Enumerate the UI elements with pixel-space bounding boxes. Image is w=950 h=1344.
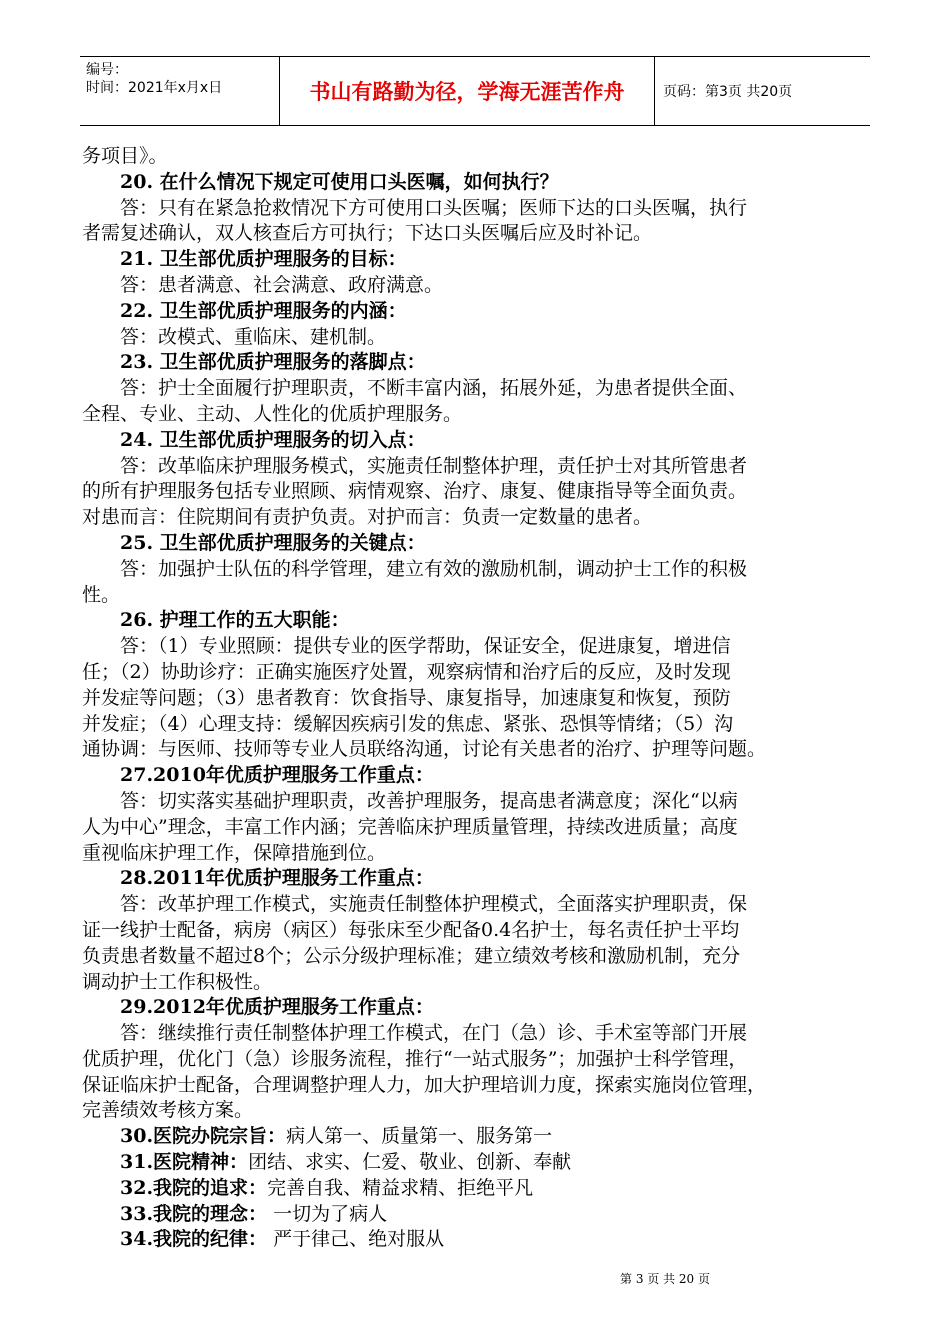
answer-line: 保证临床护士配备，合理调整护理人力，加大护理培训力度，探索实施岗位管理， (82, 1073, 767, 1096)
number-label: 编号： (86, 62, 128, 78)
text-line: 务项目》。 (82, 145, 168, 167)
answer-line: 答：继续推行责任制整体护理工作模式，在门（急）诊、手术室等部门开展 (120, 1022, 748, 1045)
header-page-code: 页码：第3页 共20页 (663, 84, 793, 100)
item-label: 34.我院的纪律： (120, 1228, 268, 1251)
list-item (82, 1150, 872, 1176)
item-label: 32.我院的追求： (120, 1176, 268, 1199)
list-item (82, 1202, 872, 1228)
item-text: 完善自我、精益求精、拒绝平凡 (267, 1176, 534, 1199)
question-heading: 22. 卫生部优质护理服务的内涵： (120, 299, 407, 322)
answer-line: 答：（1）专业照顾：提供专业的医学帮助，保证安全，促进康复，增进信 (120, 635, 731, 658)
question-heading: 24. 卫生部优质护理服务的切入点： (120, 428, 426, 451)
list-item (82, 1227, 872, 1253)
answer-line: 并发症；（4）心理支持：缓解因疾病引发的焦虑、紧张、恐惧等情绪；（5）沟 (82, 712, 734, 735)
answer-line: 并发症等问题；（3）患者教育：饮食指导、康复指导，加速康复和恢复，预防 (82, 686, 731, 709)
answer-line: 调动护士工作积极性。 (82, 970, 273, 993)
answer-line: 任；（2）协助诊疗：正确实施医疗处置，观察病情和治疗后的反应，及时发现 (82, 660, 731, 683)
question-heading: 29.2012年优质护理服务工作重点： (120, 996, 434, 1019)
item-text: 严于律己、绝对服从 (267, 1228, 445, 1251)
item-text: 病人第一、质量第一、服务第一 (286, 1125, 553, 1148)
answer-line: 答：改模式、重临床、建机制。 (120, 325, 387, 348)
header-motto: 书山有路勤为径，学海无涯苦作舟 (280, 57, 655, 125)
page-footer: 第 3 页 共 20 页 (620, 1272, 710, 1286)
question-heading: 26. 护理工作的五大职能： (120, 609, 350, 632)
answer-line: 答：改革护理工作模式，实施责任制整体护理模式，全面落实护理职责，保 (120, 893, 748, 916)
question-heading: 27.2010年优质护理服务工作重点： (120, 764, 434, 787)
document-body (82, 144, 872, 1253)
answer-line: 证一线护士配备，病房（病区）每张床至少配备0.4名护士，每名责任护士平均 (82, 918, 740, 941)
answer-line: 重视临床护理工作，保障措施到位。 (82, 841, 387, 864)
answer-line: 答：护士全面履行护理职责，不断丰富内涵，拓展外延，为患者提供全面、 (120, 377, 748, 400)
answer-line: 者需复述确认，双人核查后方可执行；下达口头医嘱后应及时补记。 (82, 222, 653, 245)
answer-line: 完善绩效考核方案。 (82, 1099, 254, 1122)
time-label: 时间：2021年x月x日 (86, 80, 223, 96)
question-heading: 28.2011年优质护理服务工作重点： (120, 867, 434, 890)
answer-line: 答：加强护士队伍的科学管理，建立有效的激励机制，调动护士工作的积极 (120, 557, 748, 580)
item-text: 一切为了病人 (267, 1202, 388, 1225)
item-label: 31.医院精神： (120, 1151, 249, 1174)
answer-line: 答：改革临床护理服务模式，实施责任制整体护理，责任护士对其所管患者 (120, 454, 748, 477)
answer-line: 的所有护理服务包括专业照顾、病情观察、治疗、康复、健康指导等全面负责。 (82, 480, 748, 503)
answer-line: 优质护理，优化门（急）诊服务流程，推行“一站式服务”；加强护士科学管理， (82, 1047, 748, 1070)
question-heading: 21. 卫生部优质护理服务的目标： (120, 248, 407, 271)
question-heading: 23. 卫生部优质护理服务的落脚点： (120, 351, 426, 374)
answer-line: 答：患者满意、社会满意、政府满意。 (120, 273, 444, 296)
item-label: 30.医院办院宗旨： (120, 1125, 287, 1148)
answer-line: 答：切实落实基础护理职责，改善护理服务，提高患者满意度；深化“以病 (120, 789, 738, 812)
list-item (82, 1124, 872, 1150)
answer-line: 人为中心”理念，丰富工作内涵；完善临床护理质量管理，持续改进质量；高度 (82, 815, 738, 838)
answer-line: 答：只有在紧急抢救情况下方可使用口头医嘱；医师下达的口头医嘱，执行 (120, 196, 748, 219)
answer-line: 负责患者数量不超过8个；公示分级护理标准；建立绩效考核和激励机制，充分 (82, 944, 741, 967)
question-heading: 25. 卫生部优质护理服务的关键点： (120, 531, 426, 554)
header-meta (80, 57, 280, 125)
item-text: 团结、求实、仁爱、敬业、创新、奉献 (248, 1151, 572, 1174)
item-label: 33.我院的理念： (120, 1202, 268, 1225)
answer-line: 全程、专业、主动、人性化的优质护理服务。 (82, 402, 463, 425)
answer-line: 性。 (82, 583, 121, 606)
question-heading: 20. 在什么情况下规定可使用口头医嘱，如何执行？ (120, 170, 559, 193)
answer-line: 对患而言：住院期间有责护负责。对护而言：负责一定数量的患者。 (82, 506, 653, 529)
list-item (82, 1176, 872, 1202)
page-header (80, 56, 870, 126)
answer-line: 通协调：与医师、技师等专业人员联络沟通，讨论有关患者的治疗、护理等问题。 (82, 738, 767, 761)
